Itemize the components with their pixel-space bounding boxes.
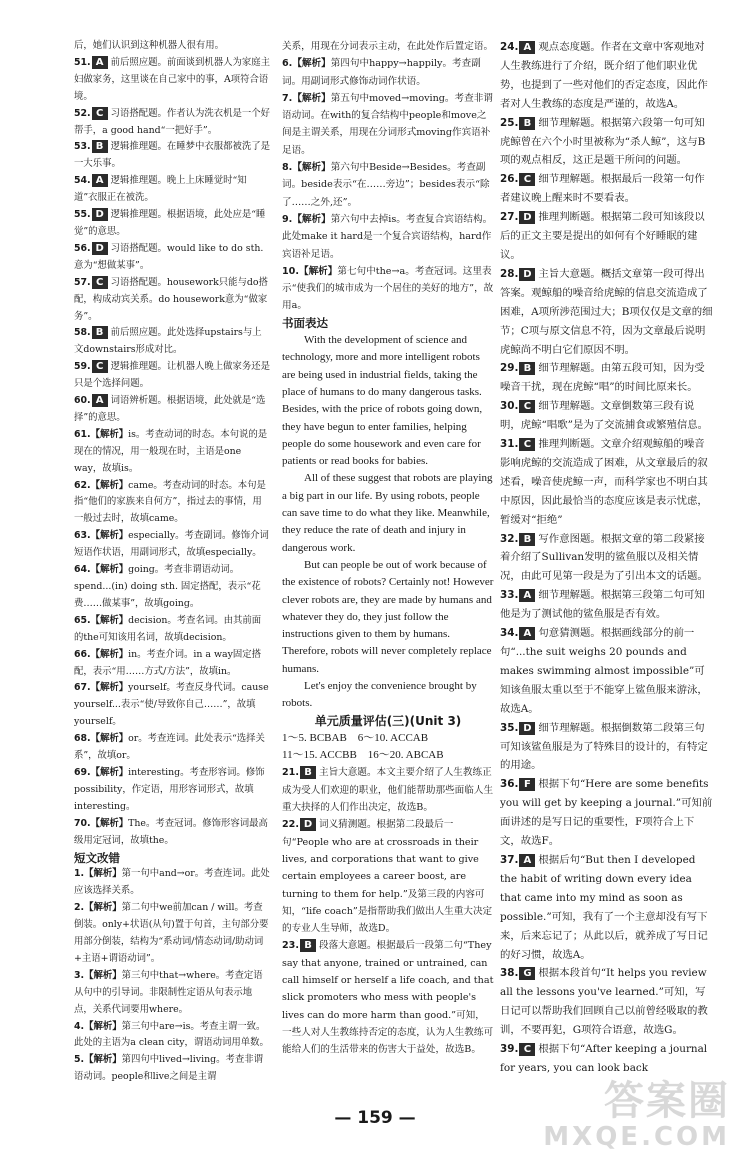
explanation-text: 句意猜测题。根据画线部分的前一句“...the suit weighs 20 pounds and makes swimming almost impossible”可知该鱼服太重以至于不能穿上鲨鱼服来游泳，故选A。 [500, 627, 708, 715]
answer-item [282, 764, 494, 816]
analysis-tag: 【解析】 [84, 902, 122, 914]
explanation-text: 细节理解题。根据第三段第二句可知他是为了测试他的鲨鱼服是否有效。 [500, 589, 705, 621]
question-number: 33. [500, 589, 519, 602]
explanation-text: came。考查动词的时态。本句是指“他们的家族来自何方”，指过去的事情，用一般过去时，故填came。 [74, 479, 266, 525]
answer-item [74, 1019, 270, 1053]
explanation-text: 根据本段首句“It helps you review all the lessons you've learned.”可知，写日记可以帮助我们回顾自己以前曾经吸取的教训，不要再犯，G项符合语意，故选G。 [500, 967, 708, 1037]
watermark-logo [543, 1079, 730, 1151]
answer-item [282, 55, 494, 90]
answer-item [74, 139, 270, 173]
answer-letter-box: A [519, 589, 535, 602]
answer-item [74, 866, 270, 900]
explanation-text: 主旨大意题。概括文章第一段可得出答案。观鲸船的噪音给虎鲸的信息交流造成了困难，A项所涉范围过大；B项仅仅是文章的细节；C项与原文信息不符，因为文章最后说明虎鲸尚不明白它们原因不明。 [500, 267, 713, 356]
question-number: 10. [282, 265, 299, 277]
watermark-line1: 答案圈 [604, 1078, 730, 1124]
answer-item [74, 900, 270, 968]
answer-item [74, 562, 270, 613]
answer-item [74, 968, 270, 1019]
question-number: 68. [74, 733, 91, 745]
answer-letter-box: G [519, 967, 535, 980]
answer-item [500, 530, 714, 587]
answer-letter-box: C [519, 400, 535, 413]
answer-item [282, 90, 494, 159]
answer-letter-box: B [519, 533, 535, 546]
question-number: 37. [500, 853, 519, 866]
answer-letter-box: C [519, 173, 535, 186]
explanation-text: 前后照应题。此处选择upstairs与上文downstairs形成对比。 [74, 327, 262, 356]
explanation-text: 第二句中we前加can / will。考查倒装。only+状语(从句)置于句首，主句部分要用部分倒装，结构为“系动词/情态动词/助动词+主语+谓语动词”。 [74, 902, 269, 964]
explanation-text: 主旨大意题。本文主要介绍了人生教练正成为受人们欢迎的职业，他们能帮助那些面临人生重大抉择的人们作出决定，故选B。 [282, 767, 494, 814]
question-number: 62. [74, 479, 91, 491]
question-number: 21. [282, 767, 299, 779]
answer-item [74, 427, 270, 478]
answer-item [74, 765, 270, 816]
explanation-text: 细节理解题。根据倒数第二段第三句可知该鲨鱼服是为了特殊目的设计的，有特定的用途。 [500, 721, 708, 772]
column-right [500, 38, 714, 1078]
answer-item [500, 775, 714, 851]
answer-key-line: 11～15. ACCBB 16～20. ABCAB [282, 749, 444, 762]
answer-item [74, 38, 270, 55]
explanation-text: 习语搭配题。housework只能与do搭配，构成动宾关系。do housework意为“做家务”。 [74, 276, 268, 322]
answer-item [500, 719, 714, 776]
explanation-text: decision。考查名词。由其前面的the可知该用名词，故填decision。 [74, 614, 262, 643]
section-heading: 短文改错 [74, 850, 120, 865]
question-number: 56. [74, 242, 91, 254]
answer-letter-box: B [519, 117, 535, 130]
explanation-text: yourself。考查反身代词。cause yourself...表示“使/导致你自己……”，故填yourself。 [74, 682, 269, 728]
answer-letter-box: B [92, 140, 108, 153]
explanation-text: 词语辨析题。根据语境，此处就是“选择”的意思。 [74, 395, 266, 423]
answer-letter-box: A [519, 627, 535, 640]
analysis-tag: 【解析】 [292, 58, 331, 70]
question-number: 67. [74, 682, 91, 694]
explanation-text: interesting。考查形容词。修饰possibility，作定语，用形容词形式，故填interesting。 [74, 766, 265, 812]
analysis-tag: 【解析】 [90, 530, 129, 542]
explanation-text: 第七句中the→a。考查冠词。这里表示“使我们的城市成为一个居住的美好的地方”，故用a。 [282, 265, 494, 312]
answer-letter-box: C [92, 107, 108, 120]
question-number: 29. [500, 362, 519, 375]
question-number: 59. [74, 361, 91, 373]
question-number: 54. [74, 175, 91, 187]
explanation-text: 关系，用现在分词表示主动，在此处作后置定语。 [282, 41, 494, 52]
explanation-text: 细节理解题。由第五段可知，因为受噪音干扰，现在虎鲸“唱”的时间比原来长。 [500, 362, 705, 394]
answer-item [74, 647, 270, 681]
answer-letter-box: A [92, 174, 108, 187]
answer-item [74, 275, 270, 326]
explanation-text: 第六句中Beside→Besides。考查副词。beside表示“在……旁边”；besides表示“除了……之外,还”。 [282, 162, 490, 208]
answer-item [500, 359, 714, 397]
answer-item [282, 937, 494, 1058]
model-essay [282, 332, 494, 713]
answer-letter-box: D [519, 722, 535, 735]
analysis-tag: 【解析】 [84, 868, 122, 880]
explanation-text: 写作意图题。根据文章的第二段紧接着介绍了Sullivan发明的鲨鱼服以及相关情况，由此可见第一段是为了引出本文的话题。 [500, 532, 708, 583]
question-number: 4. [74, 1020, 85, 1032]
question-number: 23. [282, 940, 299, 952]
answer-letter-box: B [300, 766, 316, 779]
explanation-text: especially。考查副词。修饰介词短语作状语，用副词形式，故填especially。 [74, 530, 269, 559]
answer-item [500, 1040, 714, 1078]
question-number: 30. [500, 400, 519, 413]
question-number: 27. [500, 211, 519, 224]
answer-item [500, 114, 714, 171]
column-middle [282, 38, 494, 1059]
explanation-text: 习语搭配题。would like to do sth. 意为“想做某事”。 [74, 242, 264, 271]
answer-item [282, 38, 494, 55]
answer-letter-box: D [519, 268, 535, 281]
analysis-tag: 【解析】 [90, 564, 129, 576]
explanation-text: 后，她们认识到这种机器人很有用。 [74, 40, 225, 51]
analysis-tag: 【解析】 [292, 213, 331, 225]
answer-item [282, 816, 494, 937]
question-number: 57. [74, 276, 91, 288]
answer-item [74, 106, 270, 140]
explanation-text: 推理判断题。文章介绍观鲸船的噪音影响虎鲸的交流造成了困难，从文章最后的叙述看，噪音使虎鲸一声，而科学家也不明白其中原因，因此最恰当的态度应该是表示忧虑，暂缓对“拒绝” [500, 438, 708, 526]
answer-item [500, 170, 714, 208]
explanation-text: 词义猜测题。根据第二段最后一句“People who are at crossroads in their lives, and corporations that want to give certain employees a career boost, are turning to them for help.”及第三段的内容可知，“life coach”是指帮助我们做出人生重大决定的专业人生导师，故选D。 [282, 819, 493, 935]
answer-item [500, 265, 714, 360]
section-heading: 书面表达 [282, 315, 328, 330]
explanation-text: 第四句中happy→happily。考查副词。用副词形式修饰动词作状语。 [282, 58, 481, 87]
answer-item [500, 397, 714, 435]
explanation-text: 观点态度题。作者在文章中客观地对人生教练进行了介绍，既介绍了他们职业优势，也提到了一些对他们的否定态度，因此作者对人生教练的态度是严谨的，故选A。 [500, 41, 708, 110]
analysis-tag: 【解析】 [90, 733, 129, 745]
explanation-text: is。考查动词的时态。本句说的是现在的情况，用一般现在时，主语是one way，故填is。 [74, 428, 268, 474]
explanation-text: 逻辑推理题。晚上上床睡觉时“知道”衣服正在被洗。 [74, 175, 247, 204]
explanation-text: 逻辑推理题。让机器人晚上做家务还是只是个选择问题。 [74, 361, 270, 390]
answer-letter-box: A [92, 56, 108, 69]
analysis-tag: 【解析】 [84, 969, 122, 981]
answer-letter-box: C [519, 438, 535, 451]
answer-letter-box: B [300, 939, 316, 952]
explanation-text: 第四句中lived→living。考查非谓语动词。people和live之间是主谓 [74, 1054, 264, 1083]
answer-item [74, 478, 270, 529]
answer-item [74, 731, 270, 765]
question-number: 66. [74, 648, 91, 660]
question-number: 60. [74, 395, 91, 407]
answer-item [74, 173, 270, 207]
answer-item [74, 325, 270, 359]
question-number: 6. [282, 58, 293, 70]
answer-key-line: 1～5. BCBAB 6～10. ACCAB [282, 731, 429, 744]
answer-item [74, 393, 270, 427]
question-number: 64. [74, 564, 91, 576]
explanation-text: 根据后句“But then I developed the habit of writing down every idea that came into my mind as soon as possible.”可知，我有了一个主意却没有写下来，后来忘记了；从此以后，就养成了写日记的好习惯，故选A。 [500, 853, 708, 961]
explanation-text: 习语搭配题。作者认为洗衣机是一个好帮手，a good hand“一把好手”。 [74, 107, 270, 136]
question-number: 25. [500, 116, 519, 129]
question-number: 28. [500, 267, 519, 280]
analysis-tag: 【解析】 [90, 614, 129, 626]
answer-item [74, 613, 270, 647]
question-number: 7. [282, 92, 293, 104]
explanation-text: 逻辑推理题。在睡梦中衣服都被洗了是一大乐事。 [74, 141, 270, 170]
question-number: 24. [500, 41, 519, 53]
question-number: 34. [500, 627, 519, 640]
question-number: 2. [74, 902, 85, 914]
analysis-tag: 【解析】 [90, 682, 129, 694]
answer-item [74, 680, 270, 731]
explanation-text: 细节理解题。根据第六段第一句可知虎鲸曾在六个小时里被称为“杀人鲸”，这与B项的观点相反，这正是题干所问的问题。 [500, 116, 706, 167]
answer-letter-box: C [519, 1043, 535, 1056]
question-number: 1. [74, 868, 85, 880]
explanation-text: 细节理解题。文章倒数第三段有说明，虎鲸“唱歌”是为了交流捕食或繁殖信息。 [500, 400, 709, 432]
question-number: 65. [74, 614, 91, 626]
answer-item [74, 207, 270, 241]
question-number: 32. [500, 532, 519, 545]
question-number: 69. [74, 766, 91, 778]
answer-item [282, 211, 494, 263]
analysis-tag: 【解析】 [90, 766, 129, 778]
essay-paragraph: But can people be out of work because of the existence of robots? Certainly not! However clever robots are, they are made by humans and whatever they do, they just follow the instructions given to them by humans. Therefore, robots will never completely replace humans. [282, 558, 494, 675]
answer-item [500, 851, 714, 964]
answer-item [282, 159, 494, 211]
answer-letter-box: A [519, 41, 535, 54]
unit-heading: 单元质量评估(三)(Unit 3) [314, 713, 462, 728]
question-number: 70. [74, 817, 91, 829]
question-number: 22. [282, 819, 299, 831]
explanation-text: 第三句中that→where。考查定语从句中的引导词。非限制性定语从句表示地点，关系代词要用where。 [74, 969, 263, 1015]
answer-item [74, 241, 270, 275]
analysis-tag: 【解析】 [299, 265, 338, 277]
analysis-tag: 【解析】 [90, 648, 129, 660]
question-number: 35. [500, 721, 519, 734]
analysis-tag: 【解析】 [90, 428, 129, 440]
analysis-tag: 【解析】 [84, 1020, 122, 1032]
answer-letter-box: A [519, 854, 535, 867]
question-number: 8. [282, 162, 293, 174]
answer-item [500, 964, 714, 1040]
question-number: 9. [282, 213, 293, 225]
essay-paragraph: All of these suggest that robots are playing a big part in our life. By using robots, people can save time to do what they like. Meanwhile, they reduce the rate of death and injury in dangerous work. [282, 472, 493, 554]
analysis-tag: 【解析】 [84, 1054, 122, 1066]
page-number: — 159 — [334, 1108, 416, 1128]
answer-letter-box: B [519, 362, 535, 375]
explanation-text: going。考查非谓语动词。spend...(in) doing sth. 固定搭配，表示“花费……做某事”，故填going。 [74, 564, 261, 609]
column-left [74, 38, 270, 1086]
answer-letter-box: D [92, 242, 108, 255]
question-number: 39. [500, 1043, 519, 1056]
analysis-tag: 【解析】 [292, 92, 331, 104]
answer-letter-box: F [519, 778, 535, 791]
explanation-text: 段落大意题。根据最后一段第二句“They say that anyone, trained or untrained, can call himself or herself a life coach, and that slick promoters who mess with people's lives can do more harm than good.”可知，一些人对人生教练持否定的态度，认为人生教练可能给人们的生活带来的伤害大于益处，故选B。 [282, 940, 494, 1056]
answer-item [500, 435, 714, 530]
watermark-line2: MXQE.COM [543, 1122, 730, 1152]
essay-paragraph: Let's enjoy the convenience brought by robots. [282, 679, 477, 710]
question-number: 61. [74, 428, 91, 440]
explanation-text: 第五句中moved→moving。考查非谓语动词。在with的复合结构中people和move之间是主谓关系，用现在分词形式moving作宾语补足语。 [282, 92, 493, 156]
answer-item [500, 208, 714, 265]
analysis-tag: 【解析】 [292, 162, 331, 174]
explanation-text: 根据下句“Here are some benefits you will get by keeping a journal.”可知前面讲述的是写日记的重要性，F项符合上下文，故选F。 [500, 778, 713, 848]
explanation-text: 前后照应题。前面谈到机器人为家庭主妇做家务，这里谈在自己家中的事，A项符合语境。 [74, 56, 270, 102]
explanation-text: 逻辑推理题。根据语境，此处应是“睡觉”的意思。 [74, 209, 266, 237]
analysis-tag: 【解析】 [90, 479, 129, 491]
explanation-text: 第一句中and→or。考查连词。此处应该选择关系。 [74, 868, 270, 897]
essay-paragraph: With the development of science and technology, more and more intelligent robots are being used in industrial fields, taking the place of humans to do many dangerous tasks. Besides, with the price of robots going down, they have begun to enter families, helping people do some housework and even care for patients or read books for babies. [282, 334, 483, 468]
explanation-text: 细节理解题。根据最后一段第一句作者建议晚上醒来时不要看表。 [500, 173, 705, 205]
question-number: 36. [500, 778, 519, 791]
answer-item [74, 816, 270, 850]
answer-item [500, 586, 714, 624]
explanation-text: in。考查介词。in a way固定搭配，表示“用……方式/方法”，故填in。 [74, 648, 262, 677]
question-number: 3. [74, 969, 85, 981]
answer-letter-box: D [300, 818, 316, 831]
explanation-text: or。考查连词。此处表示“选择关系”，故填or。 [74, 733, 265, 762]
answer-item [282, 263, 494, 315]
answer-letter-box: B [92, 326, 108, 339]
answer-item [74, 528, 270, 562]
answer-item [74, 55, 270, 106]
answer-letter-box: A [92, 394, 108, 407]
question-number: 63. [74, 530, 91, 542]
question-number: 51. [74, 56, 91, 68]
question-number: 31. [500, 438, 519, 451]
question-number: 5. [74, 1054, 85, 1066]
answer-letter-box: D [519, 211, 535, 224]
question-number: 58. [74, 327, 91, 339]
explanation-text: 推理判断题。根据第二段可知该段以后的正文主要是提出的如何有个好睡眠的建议。 [500, 211, 705, 261]
explanation-text: 第六句中去掉is。考查复合宾语结构。此处make it hard是一个复合宾语结构，hard作宾语补足语。 [282, 213, 493, 260]
answer-item [74, 359, 270, 393]
question-number: 55. [74, 209, 91, 221]
explanation-text: The。考查冠词。修饰形容词最高级用定冠词，故填the。 [74, 817, 268, 846]
answer-letter-box: C [92, 276, 108, 289]
explanation-text: 第三句中are→is。考查主谓一致。此处的主语为a clean city，谓语动词用单数。 [74, 1020, 269, 1049]
explanation-text: 根据下句“After keeping a journal for years, you can look back [500, 1043, 708, 1074]
question-number: 52. [74, 107, 91, 119]
answer-item [500, 624, 714, 719]
question-number: 26. [500, 173, 519, 186]
answer-item [74, 1052, 270, 1086]
answer-letter-box: C [92, 360, 108, 373]
analysis-tag: 【解析】 [90, 817, 129, 829]
question-number: 53. [74, 141, 91, 153]
answer-item [500, 38, 714, 114]
question-number: 38. [500, 967, 519, 980]
answer-letter-box: D [92, 208, 108, 221]
